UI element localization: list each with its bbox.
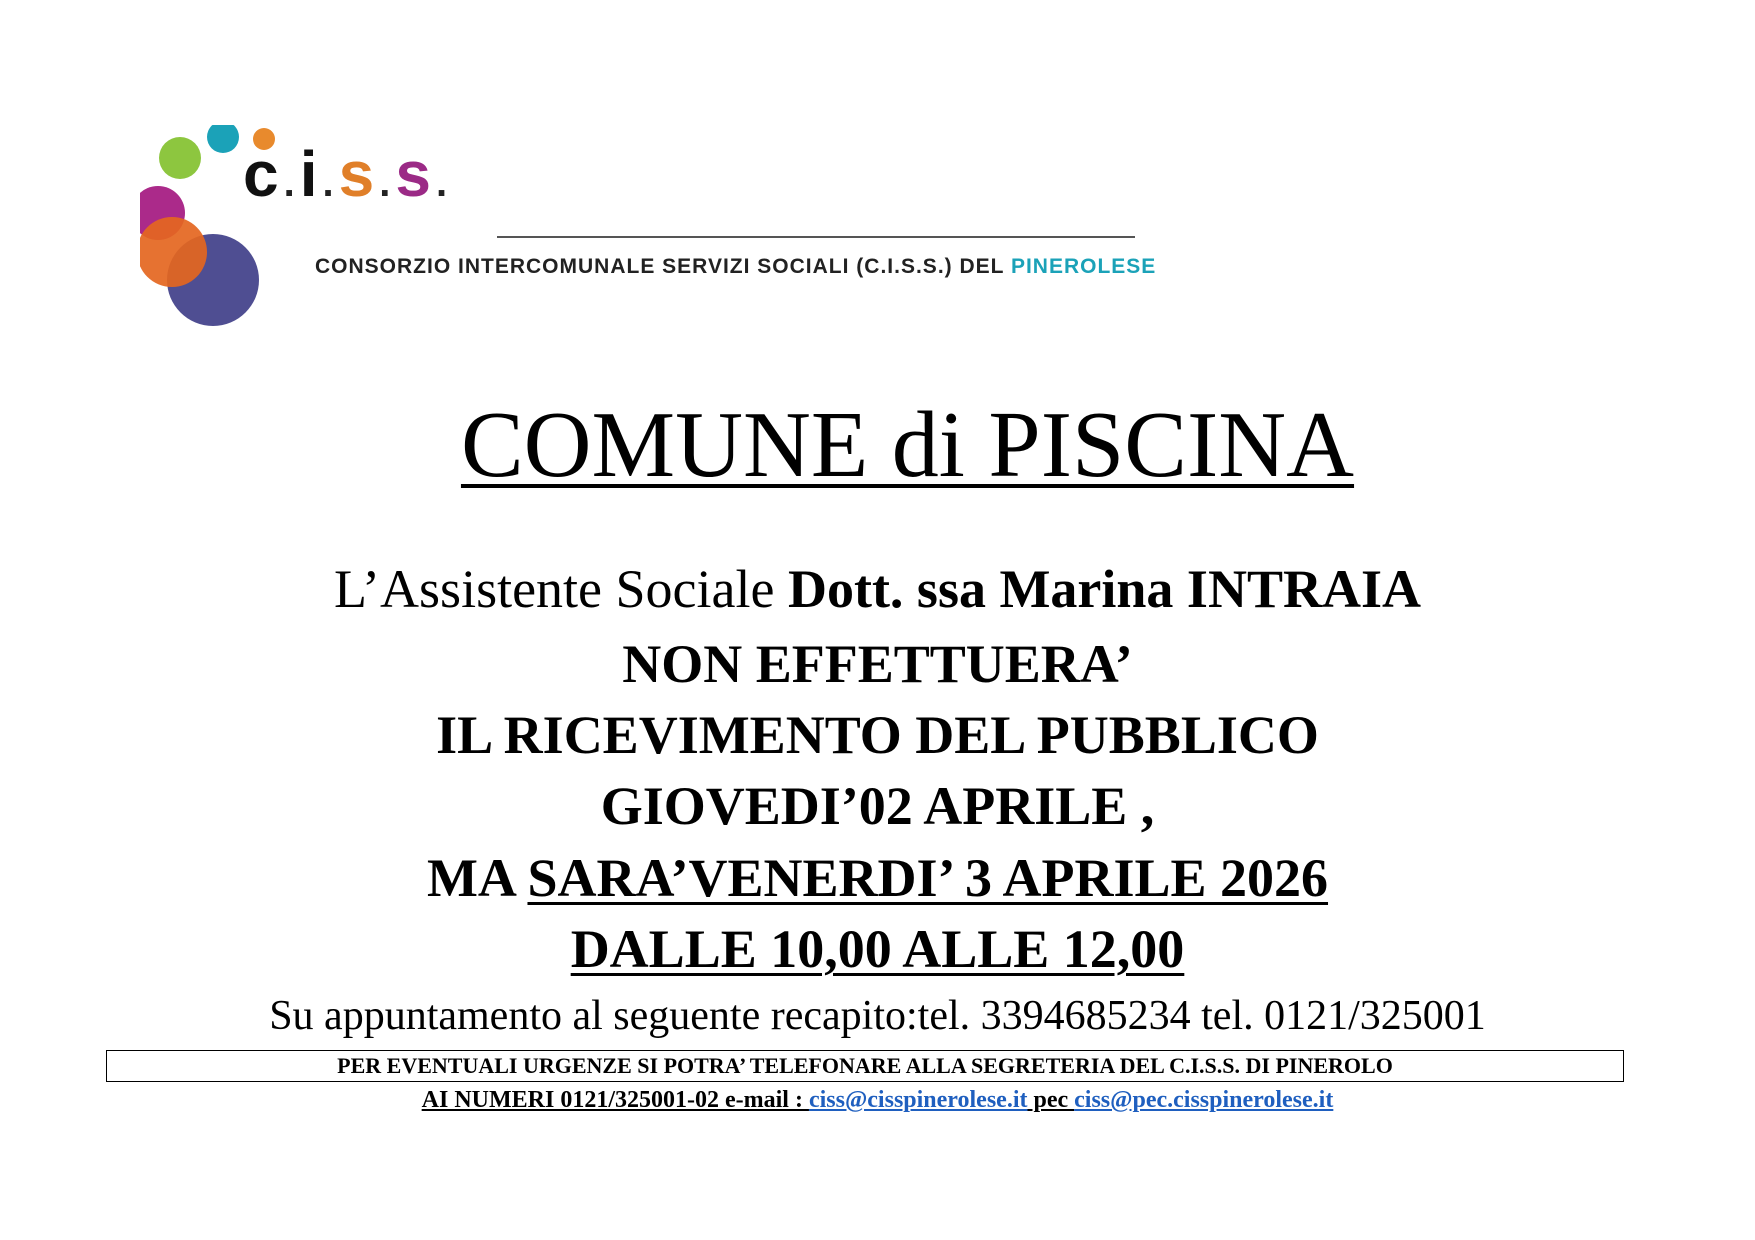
logo-divider bbox=[497, 236, 1135, 238]
new-date-underlined: SARA’VENERDI’ 3 APRILE 2026 bbox=[527, 848, 1329, 908]
circle-orange bbox=[140, 217, 207, 287]
logo-subtitle: CONSORZIO INTERCOMUNALE SERVIZI SOCIALI (C.I.S.S.) DEL PINEROLESE bbox=[315, 255, 1157, 278]
notice-line-hours: DALLE 10,00 ALLE 12,00 bbox=[570, 919, 1185, 979]
urgent-notice-box: PER EVENTUALI URGENZE SI POTRA’ TELEFONARE ALLA SEGRETERIA DEL C.I.S.S. DI PINEROLO bbox=[106, 1050, 1624, 1082]
social-worker-name: Dott. ssa Marina INTRAIA bbox=[787, 559, 1421, 619]
email-link[interactable]: ciss@cisspinerolese.it bbox=[808, 1087, 1028, 1113]
logo-subtitle-accent: PINEROLESE bbox=[1010, 255, 1157, 278]
ciss-logo bbox=[140, 125, 1157, 375]
logo-wordmark: c.i.s.s. bbox=[243, 138, 450, 210]
circle-teal bbox=[207, 125, 239, 153]
notice-line-not-held: NON EFFETTUERA’ bbox=[622, 634, 1133, 694]
notice-line-new-date: MA SARA’VENERDI’ 3 APRILE 2026 bbox=[426, 848, 1329, 908]
logo-letter-s2: s bbox=[395, 138, 433, 210]
appointment-contacts: Su appuntamento al seguente recapito:tel. 3394685234 tel. 0121/325001 bbox=[269, 993, 1486, 1039]
footer-contacts bbox=[0, 1087, 1755, 1114]
logo-letter-i: i bbox=[299, 138, 320, 210]
circle-lime bbox=[159, 137, 201, 179]
social-worker-line: L’Assistente Sociale Dott. ssa Marina INTRAIA bbox=[334, 559, 1421, 619]
logo-letter-c: c bbox=[243, 138, 281, 210]
footer-numbers: AI NUMERI 0121/325001-02 e-mail : bbox=[421, 1087, 809, 1113]
notice-line-original-date: GIOVEDI’02 APRILE , bbox=[600, 776, 1155, 836]
page-title: COMUNE di PISCINA bbox=[460, 393, 1355, 497]
notice-line-reception: IL RICEVIMENTO DEL PUBBLICO bbox=[436, 705, 1319, 765]
logo-letter-s1: s bbox=[338, 138, 377, 210]
pec-link[interactable]: ciss@pec.cisspinerolese.it bbox=[1074, 1087, 1334, 1113]
pec-label: pec bbox=[1027, 1087, 1075, 1113]
